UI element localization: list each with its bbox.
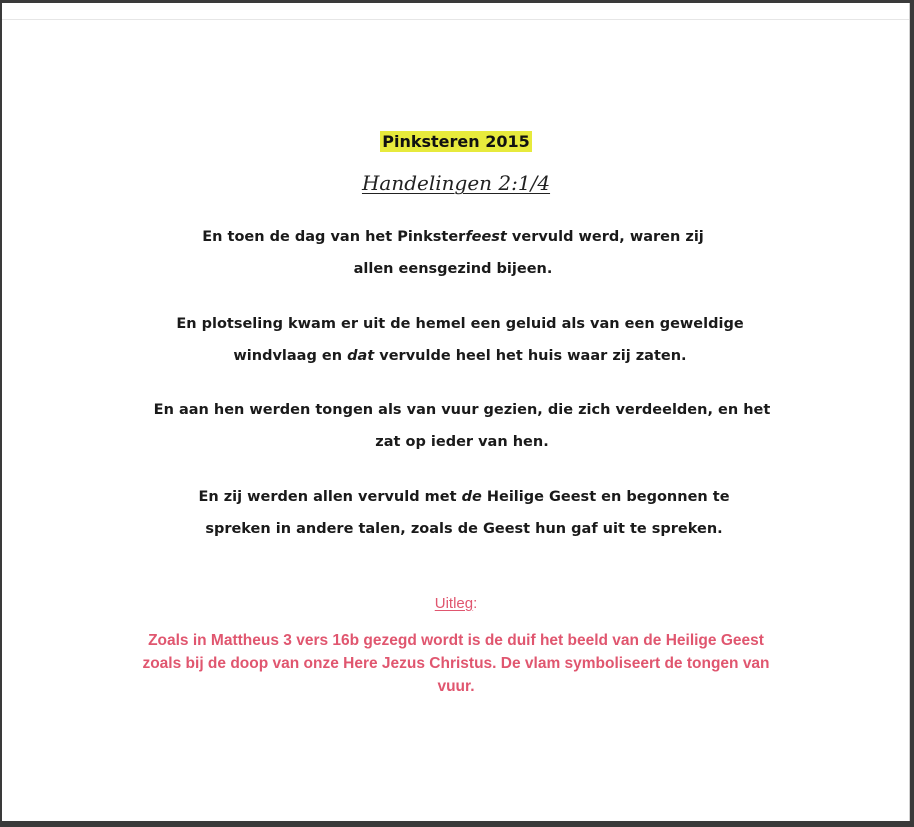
uitleg-line-3: vuur. — [437, 678, 475, 695]
bible-reference: Handelingen 2:1/4 — [361, 171, 551, 195]
verse-1 — [2, 221, 907, 285]
verse-1-line-1 — [2, 221, 907, 253]
verse-2-line-1: En plotseling kwam er uit de hemel een geluid als van een geweldige — [176, 316, 744, 332]
page-edge-line — [2, 19, 910, 20]
uitleg-heading-colon: : — [473, 595, 478, 612]
uitleg-heading-text: Uitleg — [434, 595, 474, 612]
verse-4-emphasis: de — [461, 489, 482, 505]
verse-1-text-b: vervuld werd, waren zij — [506, 229, 704, 245]
verse-1-text-a: En toen de dag van het Pinkster — [202, 229, 466, 245]
uitleg-heading — [2, 595, 910, 612]
verse-1-line-2: allen eensgezind bijeen. — [353, 261, 553, 277]
verse-2-emphasis: dat — [347, 348, 375, 364]
verse-2-text-a: windvlaag en — [233, 348, 348, 364]
verse-2 — [6, 308, 910, 372]
verse-2-line-2 — [6, 340, 910, 372]
verse-4-line-1 — [10, 481, 910, 513]
page-title: Pinksteren 2015 — [382, 132, 530, 151]
verse-4-text-a: En zij werden allen vervuld met — [198, 489, 462, 505]
uitleg-line-2: zoals bij de doop van onze Here Jezus Christus. De vlam symboliseert de tongen van — [142, 655, 770, 672]
verse-4-line-2: spreken in andere talen, zoals de Geest hun gaf uit te spreken. — [205, 521, 723, 537]
uitleg-line-1: Zoals in Mattheus 3 vers 16b gezegd wordt is de duif het beeld van de Heilige Geest — [148, 632, 764, 649]
verse-3-line-2: zat op ieder van hen. — [375, 434, 549, 450]
verse-4 — [10, 481, 910, 545]
verse-2-text-b: vervulde heel het huis waar zij zaten. — [374, 348, 687, 364]
verse-3-line-1: En aan hen werden tongen als van vuur gezien, die zich verdeelden, en het — [153, 402, 771, 418]
title-container — [2, 131, 910, 152]
verse-4-text-b: Heilige Geest en begonnen te — [481, 489, 730, 505]
verse-3 — [8, 394, 910, 458]
document-page — [2, 3, 910, 821]
verse-1-emphasis: feest — [465, 229, 507, 245]
uitleg-body — [2, 629, 910, 698]
